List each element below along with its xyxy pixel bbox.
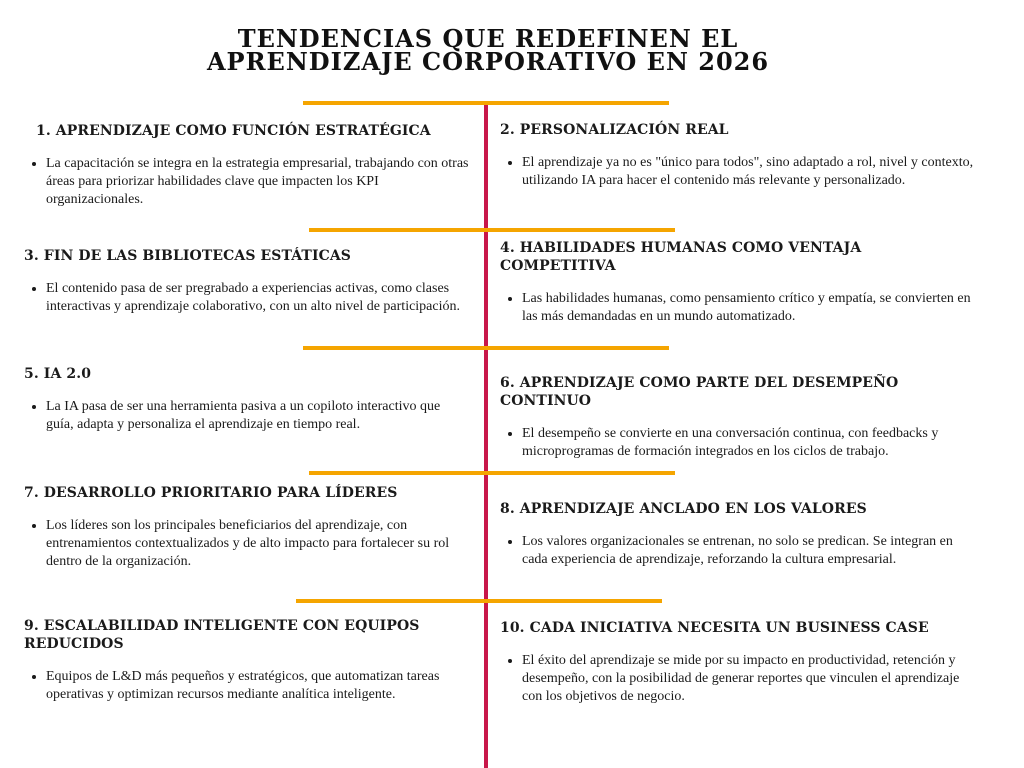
trend-item-10 (500, 619, 970, 706)
trend-description: • Las habilidades humanas, como pensamiento crítico y empatía, se convierten en las más demandadas en un mundo automatizado. (522, 289, 980, 326)
trend-item-3 (24, 247, 464, 316)
separator-line (296, 599, 662, 603)
trend-description: • Los líderes son los principales beneficiarios del aprendizaje, con entrenamientos contextualizados y de alto impacto para fortalecer su rol dentro de la organización. (46, 516, 474, 571)
trend-heading: 7. DESARROLLO PRIORITARIO PARA LÍDERES (24, 485, 398, 501)
title-line-2: APRENDIZAJE CORPORATIVO EN 2026 (206, 47, 770, 76)
separator-line (303, 101, 669, 105)
trend-description: • La IA pasa de ser una herramienta pasiva a un copiloto interactivo que guía, adapta y personaliza el aprendizaje en tiempo real. (46, 397, 464, 434)
trend-item-5 (24, 365, 464, 434)
trend-heading: 5. IA 2.0 (24, 366, 92, 382)
trend-item-4 (500, 239, 980, 326)
trend-heading: 8. APRENDIZAJE ANCLADO EN LOS VALORES (500, 501, 867, 517)
separator-line (309, 228, 675, 232)
center-divider (484, 104, 488, 768)
trend-heading: 6. APRENDIZAJE COMO PARTE DEL DESEMPEÑO CONTINUO (500, 375, 899, 409)
trend-heading: 2. PERSONALIZACIÓN REAL (500, 122, 729, 138)
title-line-1: TENDENCIAS QUE REDEFINEN EL (237, 24, 739, 53)
separator-line (309, 471, 675, 475)
trend-heading: 4. HABILIDADES HUMANAS COMO VENTAJA COMPETITIVA (500, 240, 862, 274)
trend-item-2 (500, 121, 980, 190)
separator-line (303, 346, 669, 350)
trend-description: • Equipos de L&D más pequeños y estratégicos, que automatizan tareas operativas y optimizan recursos mediante analítica inteligente. (46, 667, 464, 704)
trend-description: • El desempeño se convierte en una conversación continua, con feedbacks y microprogramas de formación integrados en los ciclos de trabajo. (522, 424, 980, 461)
page-title (0, 24, 976, 76)
trend-item-8 (500, 500, 960, 569)
trend-description: • Los valores organizacionales se entrenan, no solo se predican. Se integran en cada experiencia de aprendizaje, reforzando la cultura empresarial. (522, 532, 960, 569)
trend-heading: 3. FIN DE LAS BIBLIOTECAS ESTÁTICAS (24, 248, 352, 264)
trend-description: • La capacitación se integra en la estrategia empresarial, trabajando con otras áreas para priorizar habilidades clave que impacten los KPI organizacionales. (46, 154, 476, 209)
trend-item-1 (36, 122, 476, 209)
trend-description: • El éxito del aprendizaje se mide por su impacto en productividad, retención y desempeño, con la posibilidad de generar reportes que vinculen el aprendizaje con los objetivos de negocio. (522, 651, 970, 706)
trend-description: • El aprendizaje ya no es "único para todos", sino adaptado a rol, nivel y contexto, utilizando IA para hacer el contenido más relevante y personalizado. (522, 153, 980, 190)
trend-item-6 (500, 374, 980, 461)
trend-item-9 (24, 617, 464, 704)
trend-item-7 (24, 484, 474, 571)
trend-heading: 10. CADA INICIATIVA NECESITA UN BUSINESS CASE (500, 620, 929, 636)
trend-heading: 1. APRENDIZAJE COMO FUNCIÓN ESTRATÉGICA (36, 123, 431, 139)
trend-description: • El contenido pasa de ser pregrabado a experiencias activas, como clases interactivas y aprendizaje colaborativo, con un alto nivel de participación. (46, 279, 464, 316)
trend-heading: 9. ESCALABILIDAD INTELIGENTE CON EQUIPOS REDUCIDOS (24, 618, 420, 652)
